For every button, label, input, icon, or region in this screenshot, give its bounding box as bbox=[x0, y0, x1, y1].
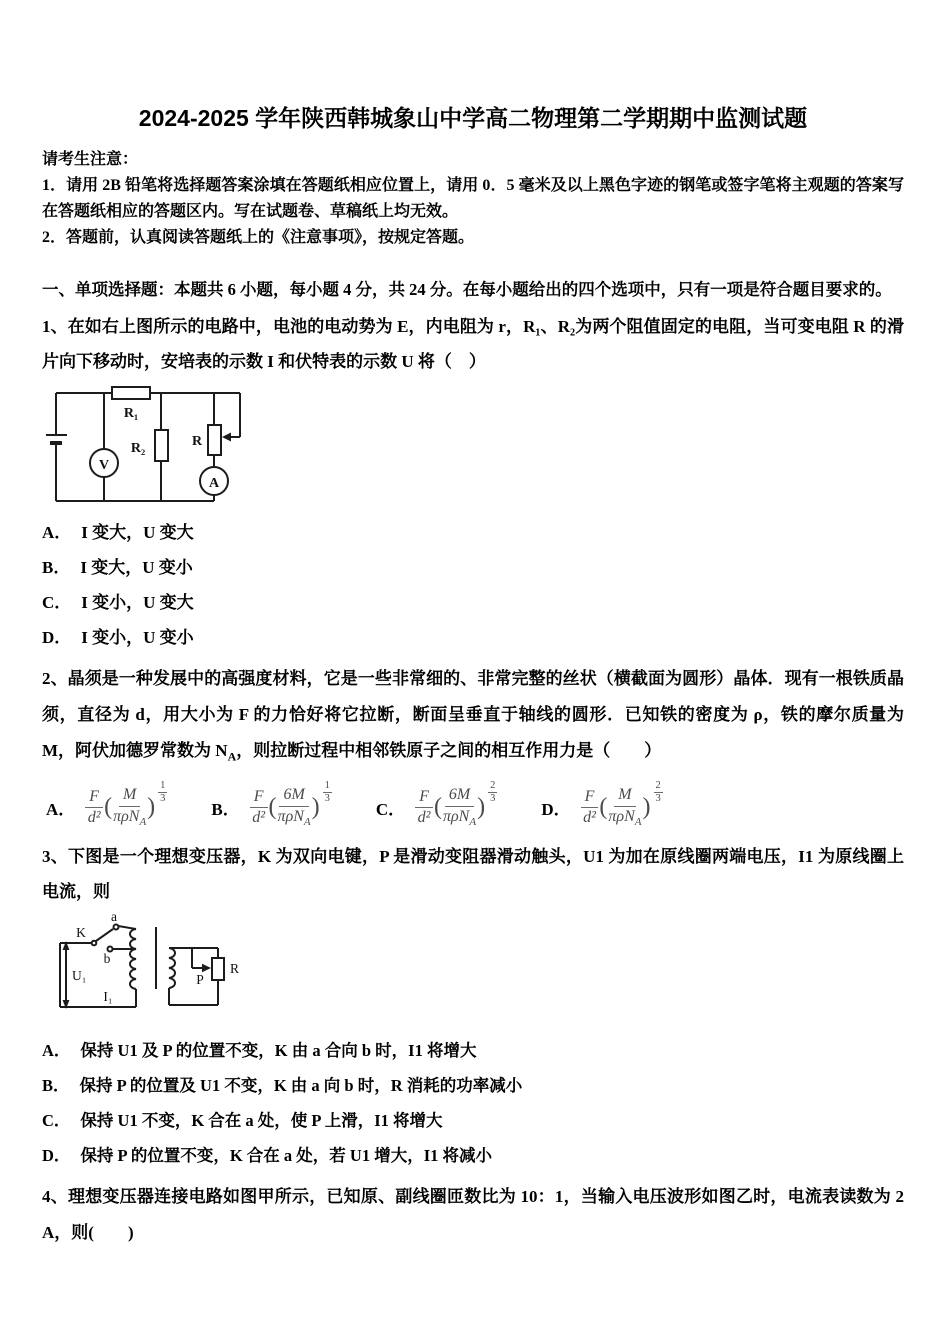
svg-text:a: a bbox=[111, 912, 117, 924]
svg-text:U₁: U₁ bbox=[72, 967, 87, 983]
candidate-notice bbox=[42, 147, 904, 251]
option-a: A． 保持 U1 及 P 的位置不变，K 由 a 合向 b 时，I1 将增大 bbox=[42, 1040, 477, 1060]
option-c: C． I 变小，U 变大 bbox=[42, 593, 194, 612]
question-1-circuit-figure bbox=[46, 385, 904, 511]
ammeter-icon bbox=[200, 467, 228, 495]
question-2-formula-options bbox=[46, 780, 904, 828]
svg-text:R: R bbox=[230, 960, 240, 976]
option-a: A． I 变大，U 变大 bbox=[42, 523, 194, 542]
svg-text:V: V bbox=[98, 458, 110, 473]
notice-heading: 请考生注意： bbox=[42, 151, 139, 168]
slide-rheostat-r bbox=[212, 958, 239, 980]
formula: $\frac{F}{\text{d²}}$ ( $\frac{6M}{\pi\rho N_A}$ ) 1 3 bbox=[250, 786, 332, 828]
formula-option-a: A． $\frac{F}{\text{d²}}$ ( $\frac{M}{\pi\rho N_A}$ ) 1 3 bbox=[46, 780, 166, 828]
formula-option-b: B． $\frac{F}{\text{d²}}$ ( $\frac{6M}{\pi\rho N_A}$ ) 1 3 bbox=[211, 780, 330, 828]
question-1-options bbox=[42, 515, 904, 655]
svg-text:A: A bbox=[208, 476, 220, 491]
svg-text:R: R bbox=[191, 434, 203, 449]
subscript-a: A bbox=[227, 749, 237, 764]
svg-text:b: b bbox=[103, 950, 111, 966]
contact-a-wire bbox=[118, 926, 136, 929]
secondary-wires bbox=[169, 948, 218, 1005]
transformer-diagram bbox=[54, 913, 306, 1031]
question-3-options bbox=[42, 1033, 904, 1173]
option-d: D． I 变小，U 变小 bbox=[42, 628, 194, 647]
i1-label: I₁ bbox=[103, 988, 113, 1004]
secondary-coil bbox=[169, 948, 175, 1005]
switch-k bbox=[76, 913, 118, 966]
wiper-p-arrow bbox=[192, 948, 211, 987]
svg-text:K: K bbox=[76, 924, 86, 940]
u1-voltage-arrow bbox=[63, 941, 87, 1009]
question-4-text: 4、理想变压器连接电路如图甲所示，已知原、副线圈匝数比为 10：1，当输入电压波形如图乙时，电流表读数为 2 A，则( ) bbox=[42, 1186, 904, 1242]
resistor-r1 bbox=[112, 387, 150, 421]
formula: $\frac{F}{\text{d²}}$ ( $\frac{M}{\pi\rho N_A}$ ) 1 3 bbox=[85, 786, 167, 828]
section-1-heading: 一、单项选择题：本题共 6 小题，每小题 4 分，共 24 分。在每小题给出的四个选项中，只有一项是符合题目要求的。 bbox=[42, 280, 892, 299]
svg-text:P: P bbox=[196, 971, 204, 987]
question-3-text: 3、下图是一个理想变压器，K 为双向电键，P 是滑动变阻器滑动触头，U1 为加在原线圈两端电压，I1 为原线圈上电流，则 bbox=[42, 846, 904, 901]
circuit-diagram bbox=[46, 385, 253, 511]
notice-item-2: 2．答题前，认真阅读答题纸上的《注意事项》，按规定答题。 bbox=[42, 229, 475, 246]
formula-option-c: C． $\frac{F}{\text{d²}}$ ( $\frac{6M}{\pi\rho N_A}$ ) 2 3 bbox=[375, 780, 496, 828]
question-1-text: 1、在如右上图所示的电路中，电池的电动势为 E，内电阻为 r，R₁、R₂为两个阻值固定的电阻，当可变电阻 R 的滑片向下移动时，安培表的示数 I 和伏特表的示数 U 将（ ） bbox=[42, 317, 904, 371]
option-b: B． I 变大，U 变小 bbox=[42, 558, 193, 577]
wiper-arrow bbox=[222, 393, 240, 442]
option-c: C． 保持 U1 不变，K 合在 a 处，使 P 上滑，I1 将增大 bbox=[42, 1110, 443, 1130]
page-title: 2024-2025 学年陕西韩城象山中学高二物理第二学期期中监测试题 bbox=[138, 105, 808, 131]
svg-text:R₂: R₂ bbox=[130, 441, 146, 456]
option-d: D． 保持 P 的位置不变，K 合在 a 处，若 U1 增大，I1 将减小 bbox=[42, 1145, 493, 1165]
svg-text:R₁: R₁ bbox=[123, 406, 139, 421]
formula-option-d: D． $\frac{F}{\text{d²}}$ ( $\frac{M}{\pi\rho N_A}$ ) 2 3 bbox=[541, 780, 661, 828]
question-3-transformer-figure bbox=[54, 913, 904, 1031]
notice-item-1: 1．请用 2B 铅笔将选择题答案涂填在答题纸相应位置上，请用 0．5 毫米及以上黑色字迹的钢笔或签字笔将主观题的答案写在答题纸相应的答题区内。写在试题卷、草稿纸上均无效。 bbox=[42, 177, 904, 220]
resistor-r2 bbox=[131, 430, 168, 461]
option-b: B． 保持 P 的位置及 U1 不变，K 由 a 向 b 时，R 消耗的功率减小 bbox=[42, 1075, 523, 1095]
formula: $\frac{F}{\text{d²}}$ ( $\frac{M}{\pi\rho N_A}$ ) 2 3 bbox=[581, 786, 663, 828]
primary-coil bbox=[130, 929, 136, 1007]
formula: $\frac{F}{\text{d²}}$ ( $\frac{6M}{\pi\rho N_A}$ ) 2 3 bbox=[415, 786, 497, 828]
battery-icon bbox=[46, 435, 67, 443]
variable-resistor-r bbox=[192, 425, 221, 455]
question-2-text: 2、晶须是一种发展中的高强度材料，它是一些非常细的、非常完整的丝状（横截面为圆形）晶体．现有一根铁质晶须，直径为 d，用大小为 F 的力恰好将它拉断，断面呈垂直于轴线的圆形．已知铁的密度为 ρ，铁的摩尔质量为 M，阿伏加德罗常数为 $N_A$，则拉断过程中相邻铁原子之间的相互作用力是（ ） bbox=[42, 669, 904, 764]
voltmeter-icon bbox=[90, 449, 118, 477]
